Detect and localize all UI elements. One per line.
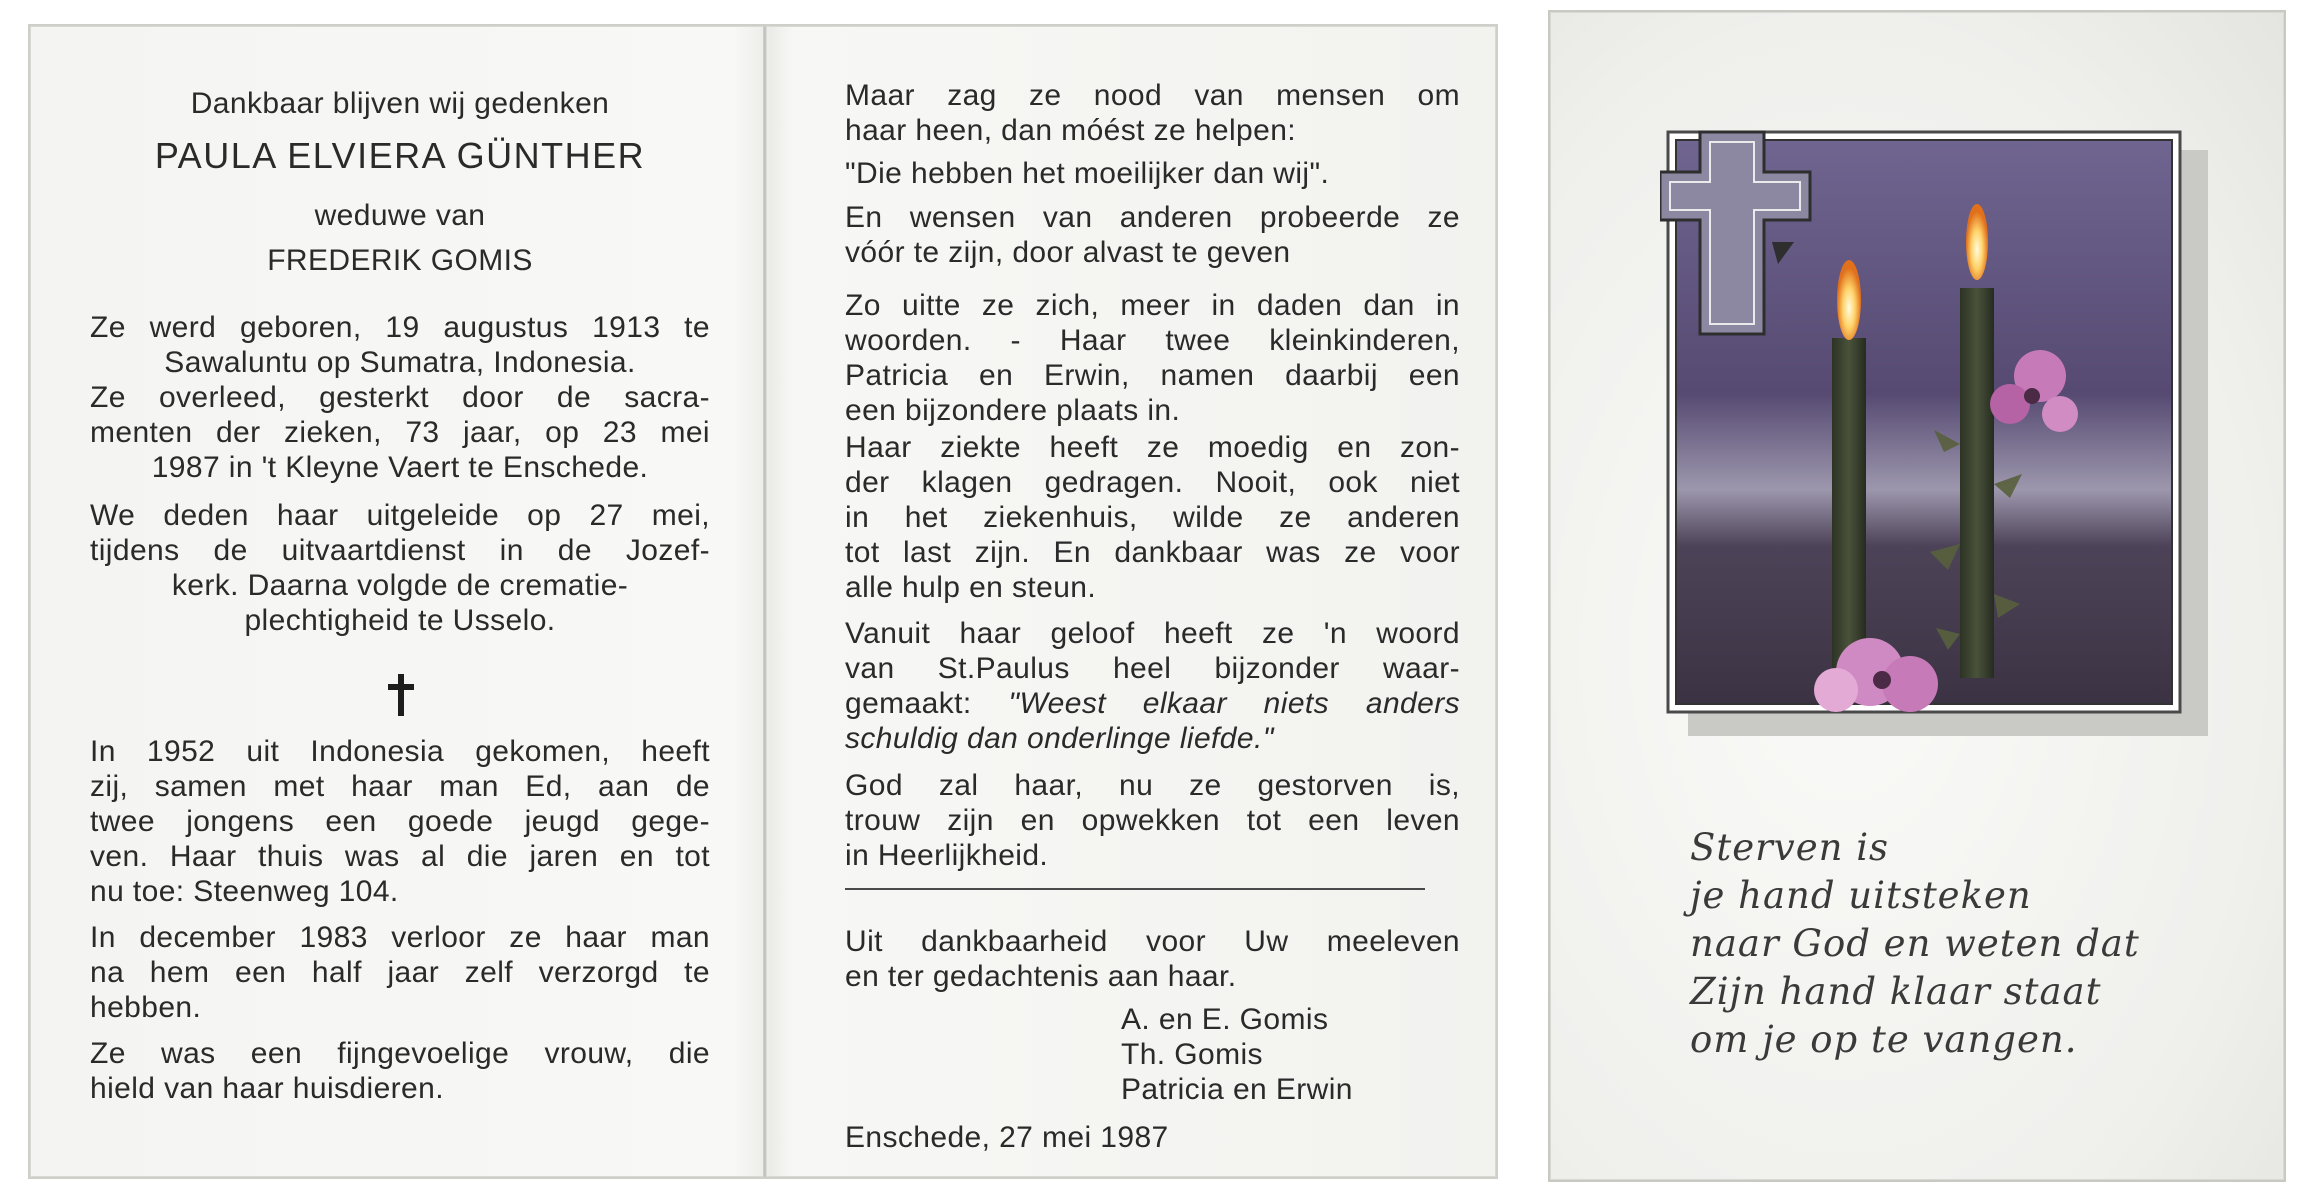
verse — [1690, 824, 2250, 1064]
text-line: woorden. - Haar twee kleinkinderen, — [845, 324, 1460, 357]
verse-line: je hand uitsteken — [1690, 874, 2032, 917]
signatory: A. en E. Gomis — [1121, 1003, 1329, 1036]
giving-paragraph — [845, 200, 1460, 270]
text-line: zij, samen met haar man Ed, aan de — [90, 770, 710, 803]
text-line — [845, 686, 1460, 721]
resurrection-paragraph — [845, 768, 1460, 873]
flame-right — [1966, 204, 1988, 280]
candles-picture — [1660, 124, 2220, 744]
opening-line: Dankbaar blijven wij gedenken — [190, 87, 610, 120]
signatory: Th. Gomis — [1121, 1038, 1263, 1071]
text-line: Maar zag ze nood van mensen om — [845, 79, 1460, 112]
text-line: hield van haar huisdieren. — [90, 1072, 444, 1105]
text-line: en ter gedachtenis aan haar. — [845, 960, 1237, 993]
text-line: plechtigheid te Usselo. — [244, 604, 556, 637]
text-line: Uit dankbaarheid voor Uw meeleven — [845, 925, 1460, 958]
verse-line: Zijn hand klaar staat — [1690, 970, 2102, 1013]
divider-line — [845, 888, 1425, 890]
faith-paragraph — [845, 616, 1460, 756]
text-line: Ze werd geboren, 19 augustus 1913 te — [90, 311, 710, 344]
character-paragraph — [90, 1036, 710, 1106]
text-line: hebben. — [90, 991, 202, 1024]
text-line: trouw zijn en opwekken tot een leven — [845, 804, 1460, 837]
birth-death-paragraph — [90, 310, 710, 485]
verse-line: Sterven is — [1690, 826, 1890, 869]
candle-right — [1960, 288, 1994, 678]
husband-paragraph — [90, 920, 710, 1025]
text-line: nu toe: Steenweg 104. — [90, 875, 399, 908]
candle-left — [1832, 338, 1866, 668]
text-line: vóór te zijn, door alvast te geven — [845, 236, 1291, 269]
text-line: In december 1983 verloor ze haar man — [90, 921, 710, 954]
text-line: Ze was een fijngevoelige vrouw, die — [90, 1037, 710, 1070]
signatories — [1121, 1002, 1460, 1107]
text-line: in Heerlijkheid. — [845, 839, 1049, 872]
helping-paragraph — [845, 78, 1460, 148]
text-line — [845, 721, 1460, 756]
widow-of-label: weduwe van — [314, 199, 486, 232]
text-line: der klagen gedragen. Nooit, ook niet — [845, 466, 1460, 499]
life-paragraph — [90, 734, 710, 909]
text-line: een bijzondere plaats in. — [845, 394, 1181, 427]
signatory: Patricia en Erwin — [1121, 1073, 1353, 1106]
text-line: In 1952 uit Indonesia gekomen, heeft — [90, 735, 710, 768]
text-line: menten der zieken, 73 jaar, op 23 mei — [90, 416, 710, 449]
text-line: God zal haar, nu ze gestorven is, — [845, 769, 1460, 802]
grandchildren-paragraph — [845, 288, 1460, 428]
text-line: haar heen, dan móést ze helpen: — [845, 114, 1297, 147]
text-line: Sawaluntu op Sumatra, Indonesia. — [164, 346, 636, 379]
cross-icon — [388, 674, 414, 716]
text-line: Patricia en Erwin, namen daarbij een — [845, 359, 1460, 392]
memorial-card-front — [1548, 10, 2286, 1182]
text-line: in het ziekenhuis, wilde ze anderen — [845, 501, 1460, 534]
thanks-paragraph — [845, 924, 1460, 994]
text-line: na hem een half jaar zelf verzorgd te — [90, 956, 710, 989]
spouse-name: FREDERIK GOMIS — [267, 244, 533, 277]
text-line: We deden haar uitgeleide op 27 mei, — [90, 499, 710, 532]
text-line: tijdens de uitvaartdienst in de Jozef- — [90, 534, 710, 567]
text-line: tot last zijn. En dankbaar was ze voor — [845, 536, 1460, 569]
illness-paragraph — [845, 430, 1460, 605]
scripture-quote: schuldig dan onderlinge liefde." — [845, 722, 1274, 755]
text-line: Ze overleed, gesterkt door de sacra- — [90, 381, 710, 414]
scripture-quote: "Weest elkaar niets anders — [1008, 687, 1460, 720]
text-line: 1987 in 't Kleyne Vaert te Enschede. — [151, 451, 649, 484]
scripture-lead: gemaakt: — [845, 687, 972, 720]
text-line: En wensen van anderen probeerde ze — [845, 201, 1460, 234]
verse-line: naar God en weten dat — [1690, 922, 2140, 965]
deceased-name: PAULA ELVIERA GÜNTHER — [154, 135, 646, 176]
text-line: twee jongens een goede jeugd gege- — [90, 805, 710, 838]
text-line: van St.Paulus heel bijzonder waar- — [845, 652, 1460, 685]
memorial-card-inside — [28, 24, 1498, 1179]
flame-left — [1837, 260, 1861, 340]
text-line: alle hulp en steun. — [845, 571, 1097, 604]
quote-line: "Die hebben het moeilijker dan wij". — [845, 157, 1330, 190]
text-line: Vanuit haar geloof heeft ze 'n woord — [845, 617, 1460, 650]
funeral-paragraph — [90, 498, 710, 638]
text-line: Zo uitte ze zich, meer in daden dan in — [845, 289, 1460, 322]
text-line: ven. Haar thuis was al die jaren en tot — [90, 840, 710, 873]
card-fold — [763, 26, 767, 1177]
place-date: Enschede, 27 mei 1987 — [845, 1121, 1169, 1154]
text-line: kerk. Daarna volgde de crematie- — [171, 569, 629, 602]
verse-line: om je op te vangen. — [1690, 1018, 2078, 1061]
text-line: Haar ziekte heeft ze moedig en zon- — [845, 431, 1460, 464]
